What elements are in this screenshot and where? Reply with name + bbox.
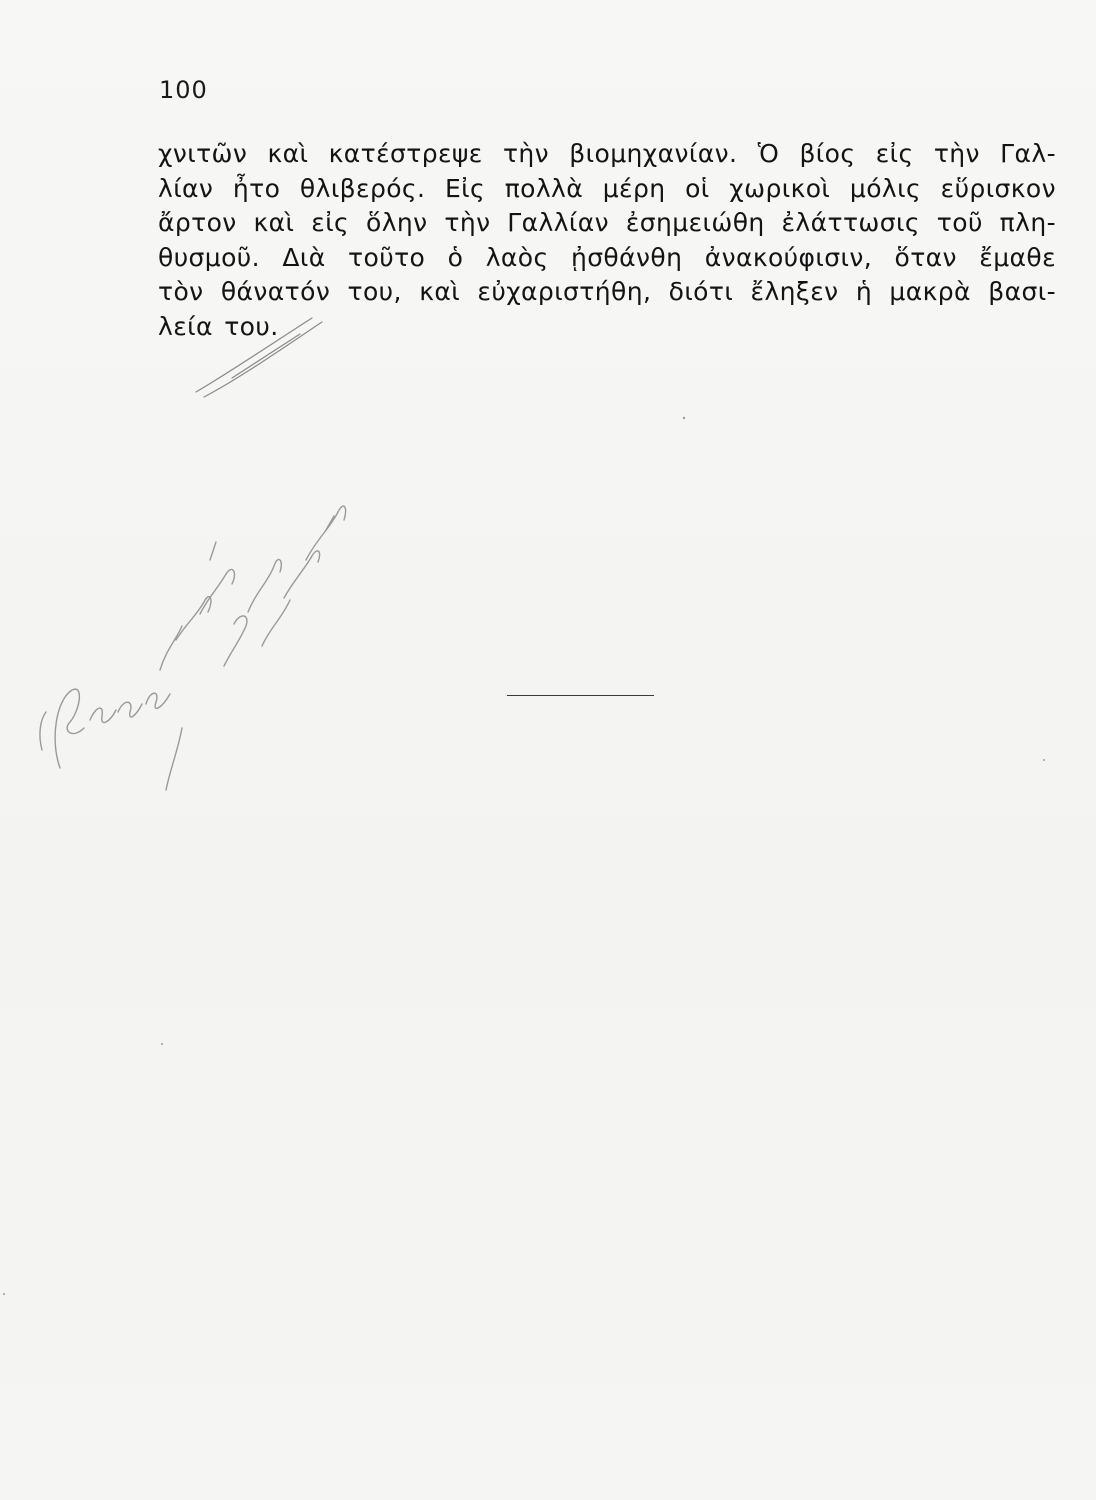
text-line: χνιτῶν καὶ κατέστρεψε τὴν βιομηχανίαν. Ὁ βίος εἰς τὴν Γαλ- — [158, 139, 1056, 168]
handwritten-signature — [40, 506, 346, 790]
page-number: 100 — [159, 76, 208, 104]
text-line: λίαν ἦτο θλιβερός. Εἰς πολλὰ μέρη οἱ χωρικοὶ μόλις εὕρισκον — [158, 173, 1056, 203]
text-line: ἄρτον καὶ εἰς ὅλην τὴν Γαλλίαν ἐσημειώθη ἐλάττωσις τοῦ πλη- — [158, 208, 1056, 237]
text-line: λεία του. — [158, 311, 279, 341]
section-divider — [507, 695, 654, 696]
text-line: θυσμοῦ. Διὰ τοῦτο ὁ λαὸς ᾐσθάνθη ἀνακούφισιν, ὅταν ἔμαθε — [158, 242, 1056, 272]
text-line: τὸν θάνατόν του, καὶ εὐχαριστήθη, διότι ἔληξεν ἡ μακρὰ βασι- — [158, 277, 1056, 306]
body-text — [158, 137, 1058, 344]
paper-specks — [3, 417, 1045, 1295]
